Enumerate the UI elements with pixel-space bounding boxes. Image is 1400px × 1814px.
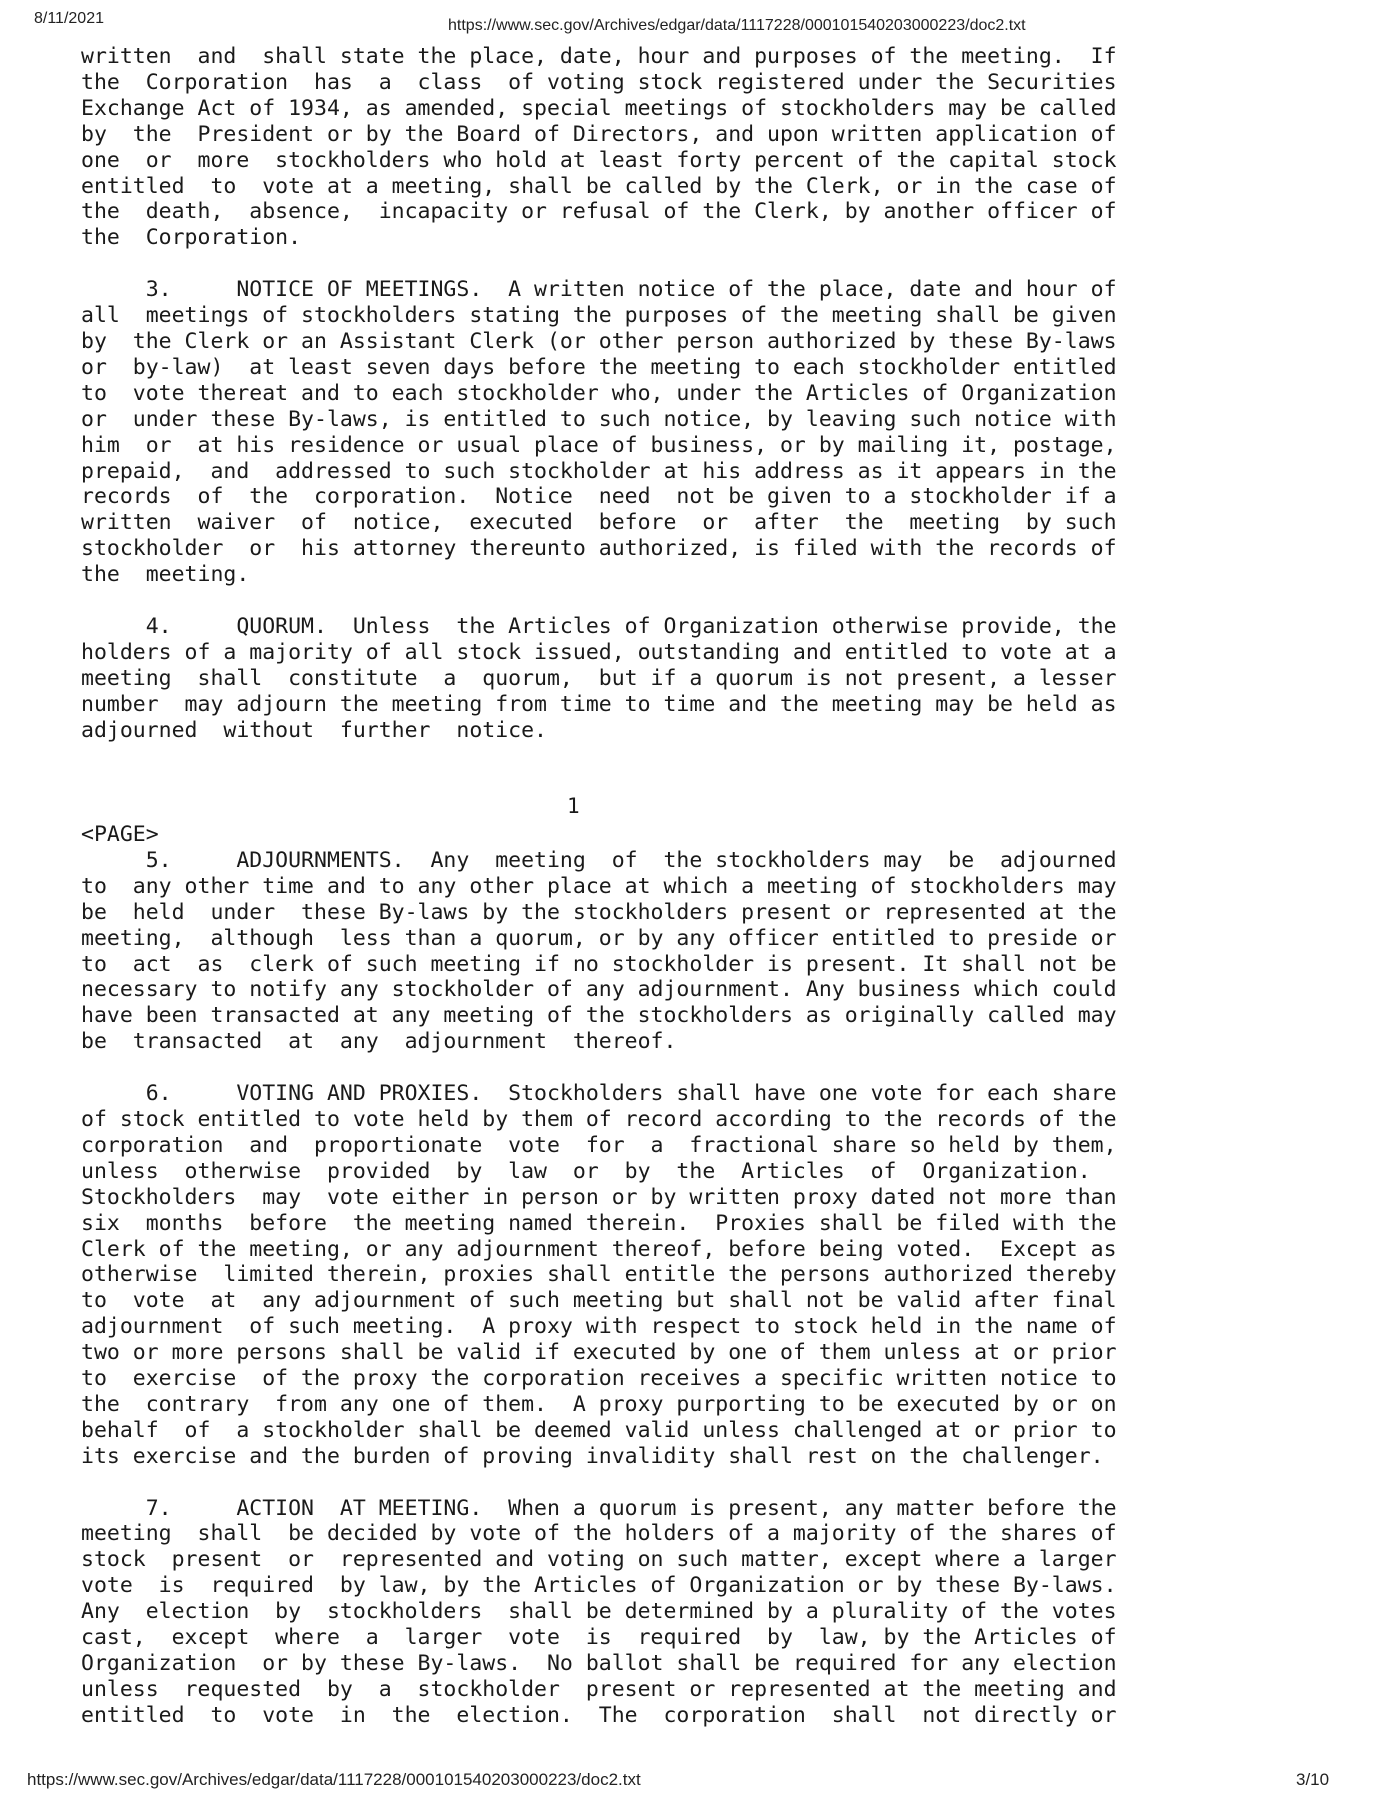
document-text-block-2: <PAGE> 5. ADJOURNMENTS. Any meeting of the stockholders may be adjourned to any other time and to any other place at which a meeting of stockholders may be held under these By-laws by the stockholders present or represented at the meeting, although less than a quorum, or by any officer entitled to preside or to act as clerk of such meeting if no stockholder is present. It shall not be necessary to notify any stockholder of any adjournment. Any business which could have been transacted at any meeting of the stockholders as originally called may be transacted at any adjournment thereof. 6. VOTING AND PROXIES. Stockholders shall have one vote for each share of stock entitled to vote held by them of record according to the records of the corporation and proportionate vote for a fractional share so held by them, unless otherwise provided by law or by the Articles of Organization. Stockholders may vote either in person or by written proxy dated not more than six months before the meeting named therein. Proxies shall be filed with the Clerk of the meeting, or any adjournment thereof, before being voted. Except as otherwise limited therein, proxies shall entitle the persons authorized thereby to vote at any adjournment of such meeting but shall not be valid after final adjournment of such meeting. A proxy with respect to stock held in the name of two or more persons shall be valid if executed by one of them unless at or prior to exercise of the proxy the corporation receives a specific written notice to the contrary from any one of them. A proxy purporting to be executed by or on behalf of a stockholder shall be deemed valid unless challenged at or prior to its exercise and the burden of proving invalidity shall rest on the challenger. 7. ACTION AT MEETING. When a quorum is present, any matter before the meeting shall be decided by vote of the holders of a majority of the shares of stock present or represented and voting on such matter, except where a larger vote is required by law, by the Articles of Organization or by these By-laws. Any election by stockholders shall be determined by a plurality of the votes cast, except where a larger vote is required by law, by the Articles of Organization or by these By-laws. No ballot shall be required for any election unless requested by a stockholder present or represented at the meeting and entitled to vote in the election. The corporation shall not directly or bbox=[81, 822, 1117, 1728]
footer-page-count: 3/10 bbox=[1296, 1770, 1330, 1789]
page-number: 1 bbox=[567, 794, 580, 818]
header-url: https://www.sec.gov/Archives/edgar/data/1117228/000101540203000223/doc2.txt bbox=[448, 17, 1026, 34]
footer-url: https://www.sec.gov/Archives/edgar/data/1117228/000101540203000223/doc2.txt bbox=[27, 1770, 641, 1789]
document-text-block-1: written and shall state the place, date, hour and purposes of the meeting. If the Corporation has a class of voting stock registered under the Securities Exchange Act of 1934, as amended, special meetings of stockholders may be called by the President or by the Board of Directors, and upon written application of one or more stockholders who hold at least forty percent of the capital stock entitled to vote at a meeting, shall be called by the Clerk, or in the case of the death, absence, incapacity or refusal of the Clerk, by another officer of the Corporation. 3. NOTICE OF MEETINGS. A written notice of the place, date and hour of all meetings of stockholders stating the purposes of the meeting shall be given by the Clerk or an Assistant Clerk (or other person authorized by these By-laws or by-law) at least seven days before the meeting to each stockholder entitled to vote thereat and to each stockholder who, under the Articles of Organization or under these By-laws, is entitled to such notice, by leaving such notice with him or at his residence or usual place of business, or by mailing it, postage, prepaid, and addressed to such stockholder at his address as it appears in the records of the corporation. Notice need not be given to a stockholder if a written waiver of notice, executed before or after the meeting by such stockholder or his attorney thereunto authorized, is filed with the records of the meeting. 4. QUORUM. Unless the Articles of Organization otherwise provide, the holders of a majority of all stock issued, outstanding and entitled to vote at a meeting shall constitute a quorum, but if a quorum is not present, a lesser number may adjourn the meeting from time to time and the meeting may be held as adjourned without further notice. bbox=[81, 44, 1117, 743]
print-date: 8/11/2021 bbox=[34, 10, 104, 27]
